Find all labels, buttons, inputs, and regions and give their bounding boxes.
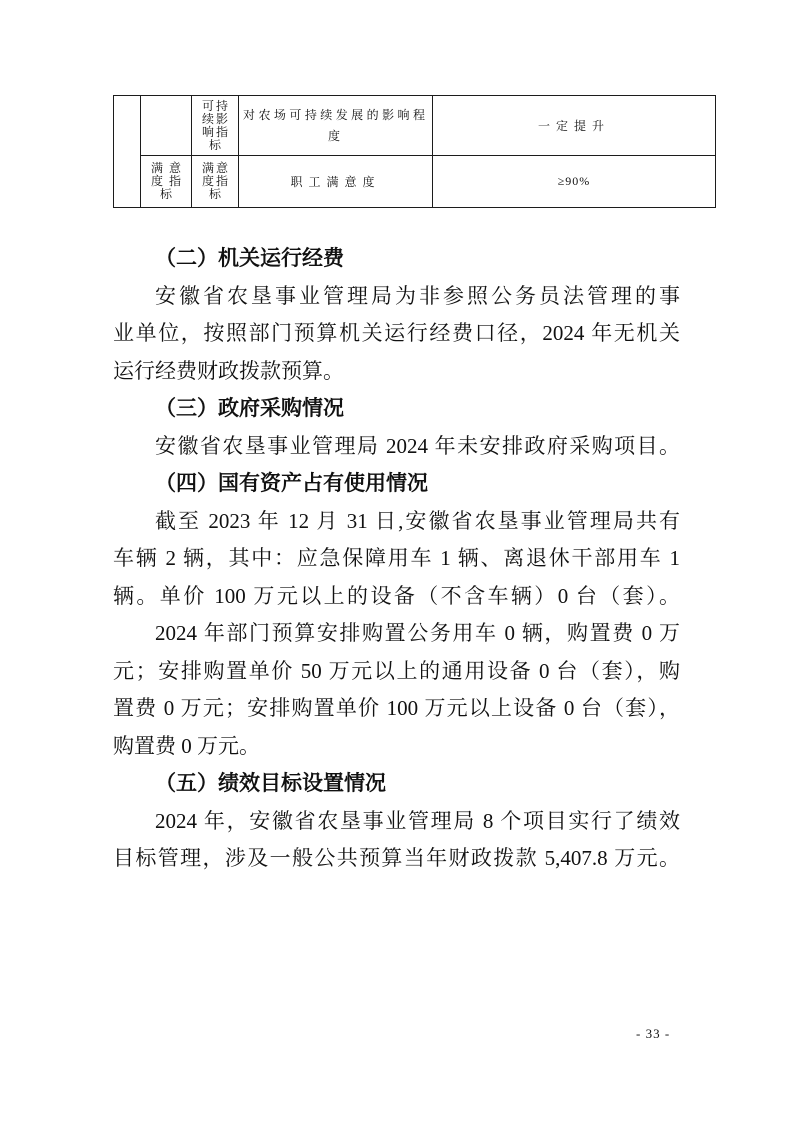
paragraph-line: 车辆 2 辆，其中：应急保障用车 1 辆、离退休干部用车 1 [113,546,680,570]
table-cell-indicator-satisfaction: 职工满意度 [239,156,433,208]
section-heading-3: （三）政府采购情况 [155,397,344,420]
table-cell-indicator-sustainability: 对农场可持续发展的影响程度 [239,96,433,156]
table-cell-category-satisfaction: 满意度指标 [192,156,239,208]
table-cell-group [114,96,141,208]
paragraph-line: 元；安排购置单价 50 万元以上的通用设备 0 台（套），购 [113,658,680,683]
paragraph-line: 业单位，按照部门预算机关运行经费口径，2024 年无机关 [113,321,680,345]
table-cell-subgroup-satisfaction: 满意度指标 [141,156,192,208]
paragraph-line: 置费 0 万元；安排购置单价 100 万元以上设备 0 台（套）， [113,696,680,720]
table-cell-value-sustainability: 一定提升 [433,96,716,156]
table-row [114,96,716,156]
paragraph-line: 2024 年，安徽省农垦事业管理局 8 个项目实行了绩效 [155,808,680,833]
paragraph-line: 运行经费财政拨款预算。 [113,358,344,383]
table-cell-subgroup-empty [141,96,192,156]
section-heading-2: （二）机关运行经费 [155,247,344,270]
paragraph-line: 截至 2023 年 12 月 31 日,安徽省农垦事业管理局共有 [155,508,680,533]
document-content [113,95,680,878]
performance-indicator-table [113,95,716,208]
section-heading-4: （四）国有资产占有使用情况 [155,472,428,495]
paragraph-line: 辆。单价 100 万元以上的设备（不含车辆）0 台（套）。 [113,583,680,608]
table-row [114,156,716,208]
table-cell-value-satisfaction: ≥90% [433,156,716,208]
paragraph-line: 安徽省农垦事业管理局 2024 年未安排政府采购项目。 [155,433,680,458]
paragraph-line: 安徽省农垦事业管理局为非参照公务员法管理的事 [155,283,680,308]
paragraph-line: 购置费 0 万元。 [113,733,260,758]
section-heading-5: （五）绩效目标设置情况 [155,772,386,795]
table-cell-category-sustainability: 可持续影响指标 [192,96,239,156]
page-number: - 33 - [636,1026,671,1041]
table-body-gap [113,208,680,240]
paragraph-line: 目标管理，涉及一般公共预算当年财政拨款 5,407.8 万元。 [113,846,680,870]
paragraph-line: 2024 年部门预算安排购置公务用车 0 辆，购置费 0 万 [155,621,680,645]
